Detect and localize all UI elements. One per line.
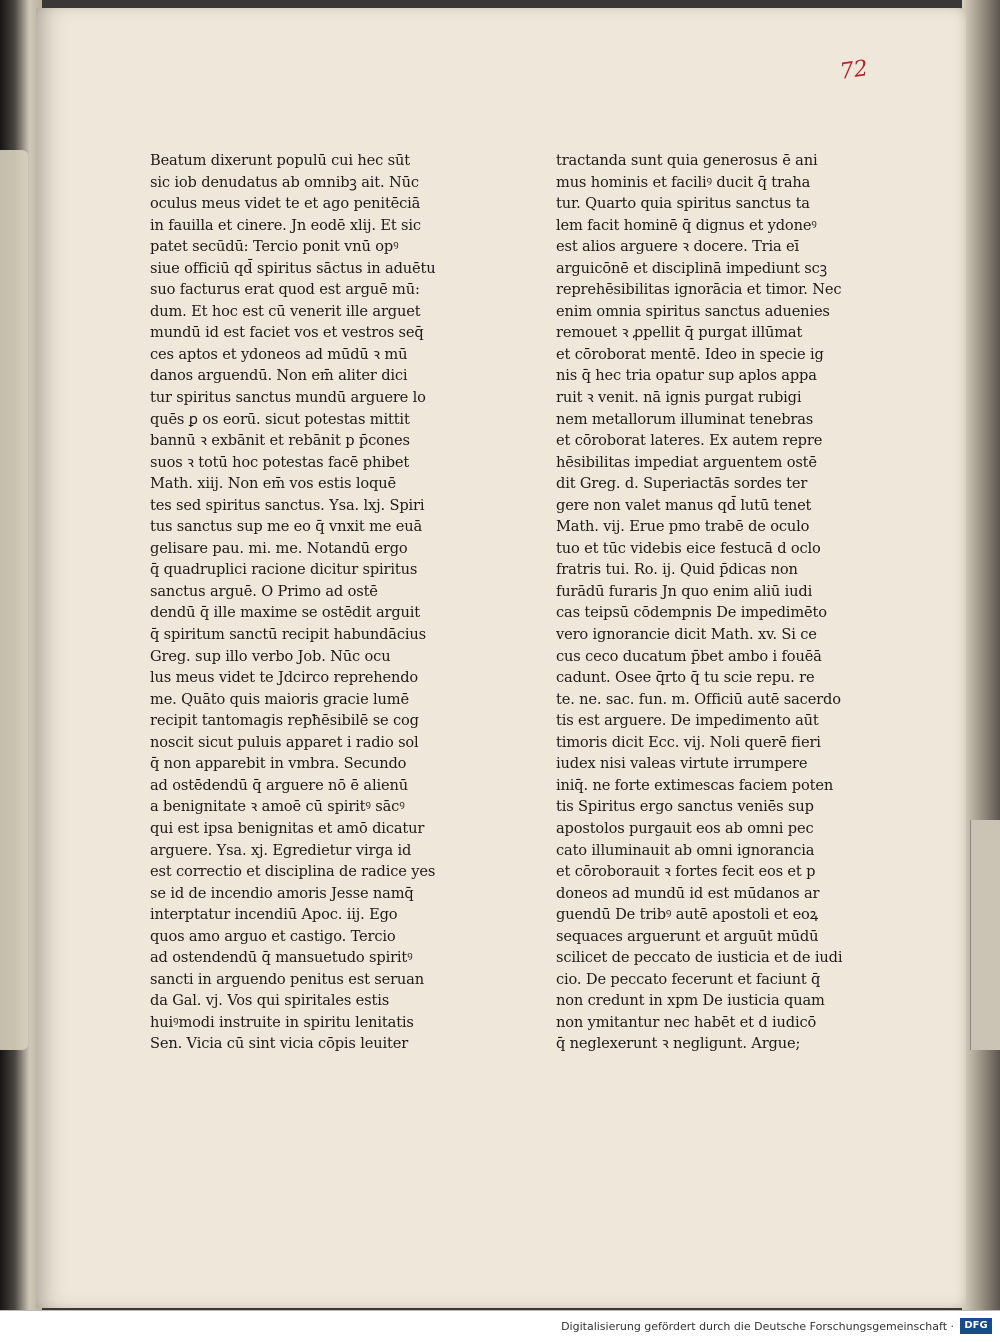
text-line: est alios arguere ꝛ docere. Tria eī: [556, 238, 800, 256]
text-line: interptatur incendiū Apoc. iij. Ego: [150, 906, 398, 924]
text-line: q̄ spiritum sanctū recipit habundācius: [150, 626, 426, 644]
text-line: Math. vij. Erue pmo trabē de oculo: [556, 518, 810, 536]
text-line: est correctio et disciplina de radice yes: [150, 863, 436, 881]
text-line: danos arguendū. Non em̄ aliter dici: [150, 367, 408, 385]
text-line: lem facit hominē q̄ dignus et ydoneꝰ: [556, 216, 817, 234]
text-line: tur spiritus sanctus mundū arguere lo: [150, 389, 426, 407]
text-line: nis q̄ hec tria opatur sup aplos appa: [556, 367, 817, 385]
footer-bar: [0, 1310, 1000, 1342]
text-line: quēs ꝑ os eorū. sicut potestas mittit: [150, 410, 410, 428]
text-line: sancti in arguendo penitus est seruan: [150, 970, 424, 988]
text-line: iudex nisi valeas virtute irrumpere: [556, 755, 808, 773]
text-line: q̄ non apparebit in vmbra. Secundo: [150, 755, 407, 773]
text-line: guendū De tribꝰ autē apostoli et eoꝝ: [556, 906, 818, 924]
text-line: q̄ quadruplici racione dicitur spiritus: [150, 561, 418, 579]
funding-notice: Digitalisierung gefördert durch die Deutsche Forschungsgemeinschaft ·: [561, 1320, 954, 1333]
text-line: siue officiū qd̄ spiritus sāctus in aduētu: [150, 259, 436, 277]
text-line: a benignitate ꝛ amoē cū spiritꝰ sācꝰ: [150, 798, 405, 816]
text-line: Greg. sup illo verbo Job. Nūc ocu: [150, 647, 391, 665]
text-line: arguere. Ysa. xj. Egredietur virga id: [150, 841, 412, 859]
text-line: et cōroborat mentē. Ideo in specie ig: [556, 345, 824, 363]
text-line: huiꝰmodi instruite in spiritu lenitatis: [150, 1013, 414, 1031]
text-line: tractanda sunt quia generosus ē ani: [556, 152, 818, 169]
text-line: in fauilla et cinere. Jn eodē xlij. Et sic: [150, 216, 421, 234]
text-line: patet secūdū: Tercio ponit vnū opꝰ: [150, 238, 399, 256]
text-line: nem metallorum illuminat tenebras: [556, 410, 814, 428]
text-column-right: [556, 150, 886, 1055]
text-line: fratris tui. Ro. ij. Quid p̄dicas non: [556, 561, 798, 579]
text-line: da Gal. vj. Vos qui spiritales estis: [150, 992, 390, 1010]
text-line: Beatum dixerunt populū cui hec sūt: [150, 152, 410, 169]
book-edge-right: [962, 0, 1000, 1310]
text-line: cio. De peccato fecerunt et faciunt q̄: [556, 970, 821, 988]
text-line: non ymitantur nec habēt et d iudicō: [556, 1013, 817, 1031]
page-tab: [970, 820, 1000, 1050]
text-line: sequaces arguerunt et arguūt mūdū: [556, 927, 819, 945]
text-line: ad ostendendū q̄ mansuetudo spiritꝰ: [150, 949, 413, 967]
text-line: ruit ꝛ venit. nā ignis purgat rubigi: [556, 389, 802, 407]
text-line: mundū id est faciet vos et vestros seq̄: [150, 324, 424, 342]
text-line: furādū furaris Jn quo enim aliū iudi: [556, 582, 813, 600]
text-line: remouet ꝛ ꝓpellit q̄ purgat illūmat: [556, 324, 803, 342]
text-line: cus ceco ducatum p̄bet ambo i fouēā: [556, 647, 822, 665]
dfg-logo[interactable]: DFG: [960, 1318, 992, 1334]
text-line: q̄ neglexerunt ꝛ negligunt. Argue;: [556, 1035, 801, 1053]
text-line: oculus meus videt te et ago penitēciā: [150, 195, 421, 213]
text-line: recipit tantomagis repħēsibilē se cog: [150, 712, 419, 730]
text-line: ces aptos et ydoneos ad mūdū ꝛ mū: [150, 345, 408, 363]
text-line: gelisare pau. mi. me. Notandū ergo: [150, 539, 408, 557]
text-line: bannū ꝛ exbānit et rebānit p p̄cones: [150, 432, 410, 450]
text-line: vero ignorancie dicit Math. xv. Si ce: [556, 626, 817, 644]
text-line: se id de incendio amoris Jesse namq̄: [150, 884, 414, 902]
text-column-left: [150, 150, 480, 1055]
text-line: lus meus videt te Jdcirco reprehendo: [150, 669, 419, 687]
text-line: dum. Et hoc est cū venerit ille arguet: [150, 302, 421, 320]
text-line: reprehēsibilitas ignorācia et timor. Nec: [556, 281, 842, 299]
text-line: arguicōnē et disciplinā impediunt scꝫ: [556, 259, 827, 277]
text-line: mus hominis et faciliꝰ ducit q̄ traha: [556, 173, 811, 191]
text-line: noscit sicut puluis apparet i radio sol: [150, 733, 419, 751]
text-line: non credunt in xpm De iusticia quam: [556, 992, 825, 1010]
text-line: doneos ad mundū id est mūdanos ar: [556, 884, 820, 902]
facing-page-edge: [0, 150, 28, 1050]
text-line: timoris dicit Ecc. vij. Noli querē fieri: [556, 733, 821, 751]
text-line: me. Quāto quis maioris gracie lumē: [150, 690, 409, 708]
text-line: tur. Quarto quia spiritus sanctus ta: [556, 195, 810, 213]
text-line: sanctus arguē. O Primo ad ostē: [150, 582, 378, 600]
text-line: tis Spiritus ergo sanctus veniēs sup: [556, 798, 814, 816]
text-line: enim omnia spiritus sanctus aduenies: [556, 302, 830, 320]
text-line: scilicet de peccato de iusticia et de iudi: [556, 949, 843, 967]
text-line: cato illuminauit ab omni ignorancia: [556, 841, 815, 859]
folio-number: 72: [838, 56, 870, 85]
text-line: suos ꝛ totū hoc potestas facē phibet: [150, 453, 410, 471]
text-line: Sen. Vicia cū sint vicia cōpis leuiter: [150, 1035, 409, 1053]
text-line: sic iob denudatus ab omnibꝫ ait. Nūc: [150, 173, 419, 191]
text-line: et cōroborat lateres. Ex autem repre: [556, 432, 823, 450]
text-line: apostolos purgauit eos ab omni pec: [556, 819, 814, 837]
text-line: tus sanctus sup me eo q̄ vnxit me euā: [150, 518, 423, 536]
text-line: tes sed spiritus sanctus. Ysa. lxj. Spiri: [150, 496, 425, 514]
text-line: cadunt. Osee q̄rto q̄ tu scie repu. re: [556, 669, 815, 687]
text-line: et cōroborauit ꝛ fortes fecit eos et p: [556, 863, 816, 881]
text-line: quos amo arguo et castigo. Tercio: [150, 927, 396, 945]
text-line: tis est arguere. De impedimento aūt: [556, 712, 819, 730]
text-line: ad ostēdendū q̄ arguere nō ē alienū: [150, 776, 408, 794]
text-line: qui est ipsa benignitas et amō dicatur: [150, 819, 425, 837]
text-line: dit Greg. d. Superiactās sordes ter: [556, 475, 808, 493]
text-line: suo facturus erat quod est arguē mū:: [150, 281, 420, 299]
text-line: cas teipsū cōdempnis De impedimēto: [556, 604, 827, 622]
text-line: dendū q̄ ille maxime se ostēdit arguit: [150, 604, 421, 622]
text-line: hēsibilitas impediat arguentem ostē: [556, 453, 817, 471]
text-line: iniq̄. ne forte extimescas faciem poten: [556, 776, 834, 794]
text-line: tuo et tūc videbis eice festucā d oclo: [556, 539, 821, 557]
text-line: gere non valet manus qd̄ lutū tenet: [556, 496, 812, 514]
text-line: Math. xiij. Non em̄ vos estis loquē: [150, 475, 396, 493]
text-line: te. ne. sac. fun. m. Officiū autē sacerdo: [556, 690, 841, 708]
